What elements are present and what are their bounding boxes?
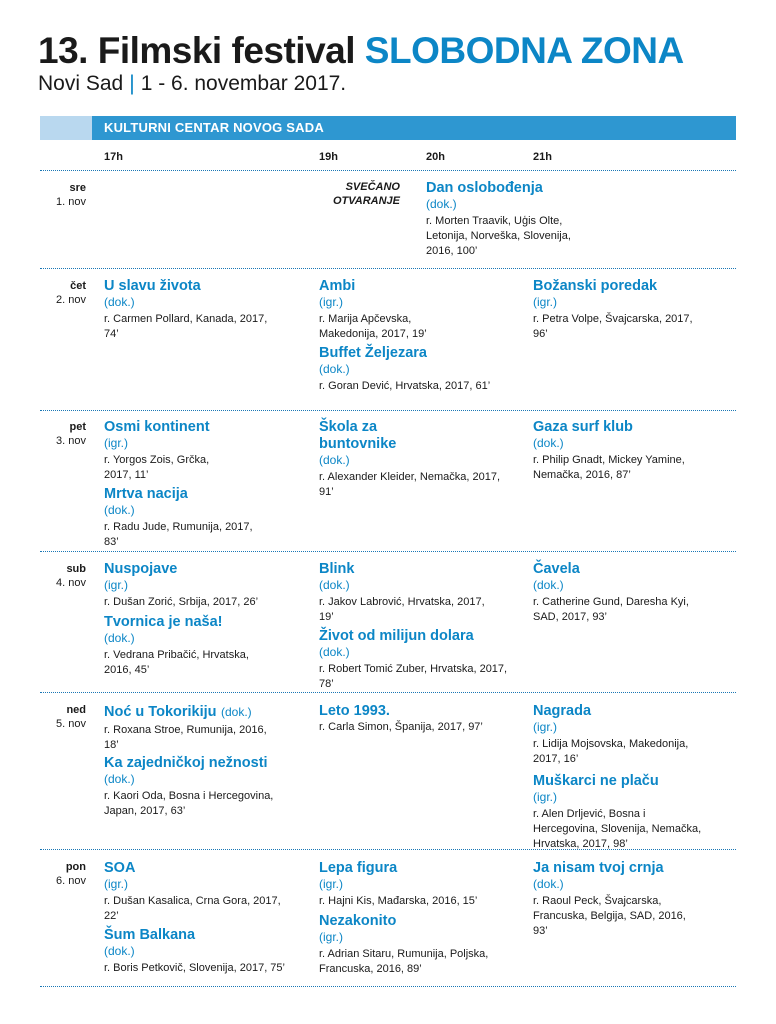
film-entry xyxy=(104,486,254,550)
film-credits: r. Adrian Sitaru, Rumunija, Poljska, Francuska, 2016, 89’ xyxy=(319,948,489,975)
film-heading xyxy=(104,703,314,721)
film-genre: (igr.) xyxy=(319,295,343,309)
day-name: pon xyxy=(65,861,86,873)
film-title: Život od milijun dolara xyxy=(319,628,474,644)
film-entry xyxy=(104,927,309,976)
separator: | xyxy=(129,72,135,95)
title-accent: SLOBODNA ZONA xyxy=(364,30,684,71)
film-title: SOA xyxy=(104,860,136,876)
day-name: sre xyxy=(69,182,86,194)
film-title: Božanski poredak xyxy=(533,278,658,294)
film-credits: r. Petra Volpe, Švajcarska, 2017, 96’ xyxy=(533,313,693,340)
film-genre: (igr.) xyxy=(319,877,343,891)
film-title: Leto 1993. xyxy=(319,703,390,719)
film-entry xyxy=(319,860,519,909)
venue-label: KULTURNI CENTAR NOVOG SADA xyxy=(104,120,324,135)
divider xyxy=(40,551,736,552)
film-entry xyxy=(533,419,723,483)
day-name: čet xyxy=(70,280,86,292)
film-credits: r. Catherine Gund, Daresha Kyi, SAD, 2017, 93’ xyxy=(533,596,689,623)
film-genre: (dok.) xyxy=(104,631,135,645)
hour-17: 17h xyxy=(104,151,123,163)
film-credits: r. Dušan Zorić, Srbija, 2017, 26’ xyxy=(104,596,259,608)
film-genre: (igr.) xyxy=(319,930,343,944)
title-main: Filmski festival xyxy=(97,30,356,71)
film-title: Ja nisam tvoj crnja xyxy=(533,860,664,876)
film-credits: r. Hajni Kis, Mađarska, 2016, 15’ xyxy=(319,895,478,907)
film-credits: r. Carmen Pollard, Kanada, 2017, 74’ xyxy=(104,313,268,340)
film-credits: r. Dušan Kasalica, Crna Gora, 2017, 22’ xyxy=(104,895,281,922)
film-genre: (dok.) xyxy=(533,877,564,891)
film-title: Muškarci ne plaču xyxy=(533,773,659,789)
day-date: 6. nov xyxy=(56,875,86,887)
day-date: 5. nov xyxy=(56,718,86,730)
film-genre: (igr.) xyxy=(104,578,128,592)
film-entry xyxy=(319,561,494,625)
film-title: Lepa figura xyxy=(319,860,398,876)
film-entry xyxy=(319,628,524,692)
film-title: Škola za buntovnike xyxy=(319,419,397,452)
film-genre: (dok.) xyxy=(104,295,135,309)
film-genre: (igr.) xyxy=(533,790,557,804)
divider xyxy=(40,986,736,987)
film-credits: r. Raoul Peck, Švajcarska, Francuska, Belgija, SAD, 2016, 93’ xyxy=(533,895,686,937)
day-label xyxy=(40,420,86,448)
film-title: Nagrada xyxy=(533,703,592,719)
day-name: pet xyxy=(69,421,86,433)
title-number: 13. xyxy=(38,30,88,71)
film-credits: r. Philip Gnadt, Mickey Yamine, Nemačka, 2016, 87’ xyxy=(533,454,685,481)
film-genre: (igr.) xyxy=(533,720,557,734)
opening-ceremony xyxy=(300,180,400,208)
film-genre: (dok.) xyxy=(319,362,350,376)
film-credits: r. Roxana Stroe, Rumunija, 2016, 18’ xyxy=(104,724,267,751)
day-name: sub xyxy=(66,563,86,575)
hour-20: 20h xyxy=(426,151,445,163)
film-credits: r. Jakov Labrović, Hrvatska, 2017, 19’ xyxy=(319,596,485,623)
film-title: Noć u Tokorikiju xyxy=(104,704,217,720)
film-title: U slavu života xyxy=(104,278,201,294)
film-title: Ambi xyxy=(319,278,356,294)
hour-19: 19h xyxy=(319,151,338,163)
film-credits: r. Alexander Kleider, Nemačka, 2017, 91’ xyxy=(319,471,500,498)
film-credits: r. Alen Drljević, Bosna i Hercegovina, Slovenija, Nemačka, Hrvatska, 2017, 98’ xyxy=(533,808,702,850)
film-entry xyxy=(104,703,314,753)
film-entry xyxy=(104,419,224,483)
day-label xyxy=(40,703,86,731)
film-entry xyxy=(533,561,703,625)
film-credits: r. Marija Apčevska, Makedonija, 2017, 19’ xyxy=(319,313,427,340)
film-title: Šum Balkana xyxy=(104,927,196,943)
film-title: Nezakonito xyxy=(319,913,397,929)
film-credits: r. Carla Simon, Španija, 2017, 97’ xyxy=(319,721,483,733)
film-entry xyxy=(533,773,713,852)
film-genre: (dok.) xyxy=(426,197,457,211)
film-genre: (igr.) xyxy=(104,436,128,450)
day-name: ned xyxy=(66,704,86,716)
film-credits: r. Morten Traavik, Uģis Olte, Letonija, Norveška, Slovenija, 2016, 100’ xyxy=(426,215,571,257)
film-credits: r. Vedrana Pribačić, Hrvatska, 2016, 45’ xyxy=(104,649,249,676)
divider xyxy=(40,410,736,411)
opening-line1: SVEČANO xyxy=(345,181,400,193)
film-title: Nuspojave xyxy=(104,561,178,577)
film-genre: (dok.) xyxy=(319,578,350,592)
day-label xyxy=(40,860,86,888)
day-date: 3. nov xyxy=(56,435,86,447)
film-entry xyxy=(533,278,693,342)
film-entry xyxy=(319,345,504,394)
film-entry xyxy=(533,860,693,939)
film-entry xyxy=(104,614,254,678)
film-title: Ka zajedničkoj nežnosti xyxy=(104,755,268,771)
day-date: 4. nov xyxy=(56,577,86,589)
film-credits: r. Lidija Mojsovska, Makedonija, 2017, 16’ xyxy=(533,738,689,765)
film-genre: (dok.) xyxy=(533,436,564,450)
film-title: Blink xyxy=(319,561,355,577)
venue-bar xyxy=(40,116,736,140)
film-credits: r. Robert Tomić Zuber, Hrvatska, 2017, 78’ xyxy=(319,663,508,690)
film-credits: r. Kaori Oda, Bosna i Hercegovina, Japan, 2017, 63’ xyxy=(104,790,274,817)
day-label xyxy=(40,181,86,209)
divider xyxy=(40,692,736,693)
film-genre: (dok.) xyxy=(533,578,564,592)
day-label xyxy=(40,279,86,307)
film-genre: (igr.) xyxy=(104,877,128,891)
film-credits: r. Yorgos Zois, Grčka, 2017, 11’ xyxy=(104,454,210,481)
day-date: 1. nov xyxy=(56,196,86,208)
film-title: Čavela xyxy=(533,561,580,577)
opening-line2: OTVARANJE xyxy=(332,195,400,207)
divider xyxy=(40,268,736,269)
film-title: Buffet Željezara xyxy=(319,345,427,361)
film-title: Dan oslobođenja xyxy=(426,180,543,196)
dates: 1 - 6. novembar 2017. xyxy=(140,72,347,95)
film-genre: (dok.) xyxy=(104,503,135,517)
film-entry xyxy=(319,913,499,977)
film-title: Osmi kontinent xyxy=(104,419,210,435)
city: Novi Sad xyxy=(38,72,124,95)
venue-bar-accent xyxy=(40,116,92,140)
film-genre: (igr.) xyxy=(533,295,557,309)
film-credits: r. Radu Jude, Rumunija, 2017, 83’ xyxy=(104,521,253,548)
film-title: Tvornica je naša! xyxy=(104,614,223,630)
film-entry xyxy=(319,419,509,500)
film-credits: r. Boris Petkovič, Slovenija, 2017, 75’ xyxy=(104,962,285,974)
film-entry xyxy=(533,703,693,767)
film-title: Gaza surf klub xyxy=(533,419,633,435)
film-entry xyxy=(104,755,304,819)
day-label xyxy=(40,562,86,590)
film-genre: (dok.) xyxy=(319,645,350,659)
subtitle xyxy=(38,72,346,96)
film-entry xyxy=(319,278,469,342)
film-entry xyxy=(319,703,524,735)
film-genre: (dok.) xyxy=(104,944,135,958)
day-date: 2. nov xyxy=(56,294,86,306)
film-genre: (dok.) xyxy=(319,453,350,467)
film-entry xyxy=(104,860,284,924)
film-entry xyxy=(104,278,274,342)
film-entry xyxy=(104,561,294,610)
hour-21: 21h xyxy=(533,151,552,163)
divider xyxy=(40,170,736,171)
film-genre: (dok.) xyxy=(220,705,252,719)
film-genre: (dok.) xyxy=(104,772,135,786)
film-entry xyxy=(426,180,596,259)
page-title xyxy=(38,30,684,72)
film-credits: r. Goran Dević, Hrvatska, 2017, 61’ xyxy=(319,380,491,392)
film-title: Mrtva nacija xyxy=(104,486,188,502)
